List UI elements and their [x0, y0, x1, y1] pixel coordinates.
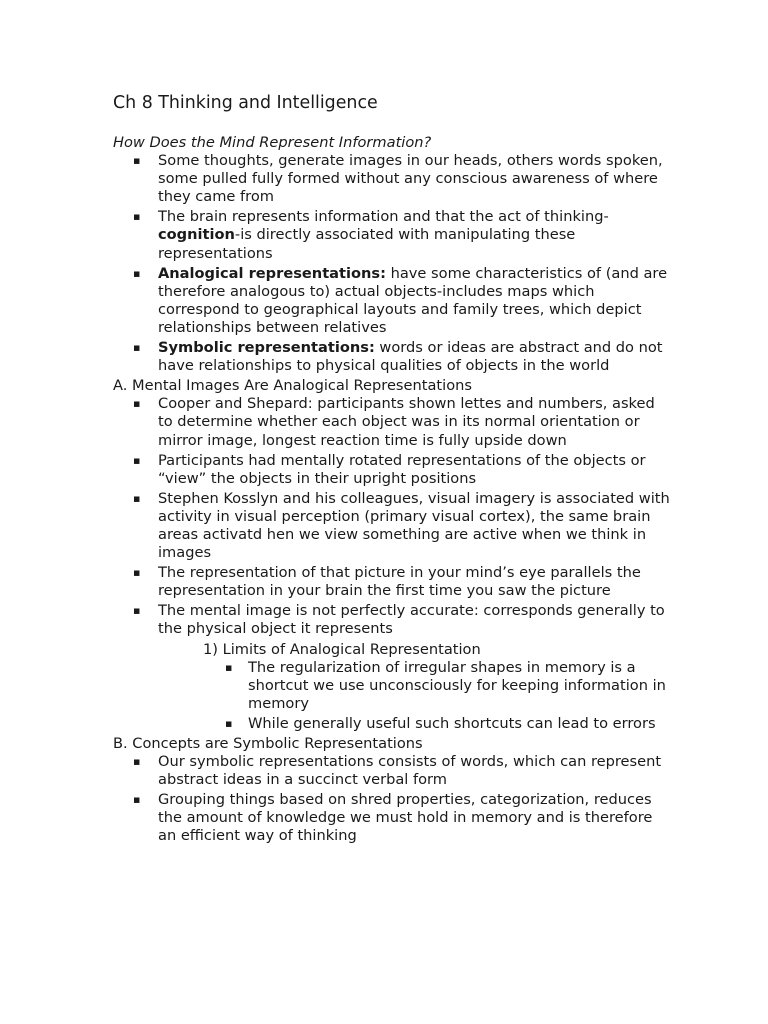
bullet-text: -is directly associated with manipulating these representations: [158, 226, 576, 262]
document-page: [113, 92, 673, 848]
intro-bullet-list: [113, 152, 673, 375]
section-b-heading: B. Concepts are Symbolic Representations: [113, 735, 423, 752]
bullet-text: Some thoughts, generate images in our heads, others words spoken, some pulled fully formed without any conscious awareness of where they came from: [158, 152, 663, 206]
list-item: [113, 265, 673, 337]
list-item: ▪ Our symbolic representations consists of words, which can represent abstract ideas in a succinct verbal form: [113, 753, 673, 789]
list-item: ▪ Participants had mentally rotated representations of the objects or “view” the objects in their upright positions: [113, 452, 673, 488]
document-title: Ch 8 Thinking and Intelligence: [113, 93, 378, 113]
section-subheading: How Does the Mind Represent Information?: [113, 134, 432, 151]
list-item: ▪ Stephen Kosslyn and his colleagues, visual imagery is associated with activity in visual perception (primary visual cortex), the same brain areas activatd hen we view something are active when we think in images: [113, 490, 673, 562]
list-item: [113, 152, 673, 206]
bold-term: Symbolic representations:: [158, 339, 375, 357]
subsection-bullet-list: [113, 659, 673, 733]
bold-term: cognition: [158, 226, 235, 244]
bold-term: Analogical representations:: [158, 264, 386, 282]
list-item: [113, 208, 673, 262]
list-item: ▪ The representation of that picture in your mind’s eye parallels the representation in your brain the first time you saw the picture: [113, 564, 673, 600]
list-item: [113, 339, 673, 375]
list-item: ▪ Cooper and Shepard: participants shown lettes and numbers, asked to determine whether each object was in its normal orientation or mirror image, longest reaction time is fully upside down: [113, 395, 673, 449]
section-a-bullet-list: [113, 395, 673, 638]
bullet-text: words or ideas are abstract and do not have relationships to physical qualities of objects in the world: [158, 339, 663, 375]
bullet-text: The brain represents information and that the act of thinking-: [158, 208, 609, 226]
bullet-text: have some characteristics of (and are therefore analogous to) actual objects-includes maps which correspond to geographical layouts and family trees, which depict relationships between relatives: [158, 264, 668, 336]
subsection-heading: 1) Limits of Analogical Representation: [203, 640, 481, 658]
section-a-heading: A. Mental Images Are Analogical Representations: [113, 377, 472, 395]
list-item: ▪ Grouping things based on shred properties, categorization, reduces the amount of knowledge we must hold in memory and is therefore an efficient way of thinking: [113, 791, 673, 845]
list-item: ▪ While generally useful such shortcuts can lead to errors: [113, 715, 673, 733]
section-b-bullet-list: [113, 753, 673, 845]
list-item: ▪ The regularization of irregular shapes in memory is a shortcut we use unconsciously for keeping information in memory: [113, 659, 673, 713]
list-item: ▪ The mental image is not perfectly accurate: corresponds generally to the physical object it represents: [113, 602, 673, 638]
